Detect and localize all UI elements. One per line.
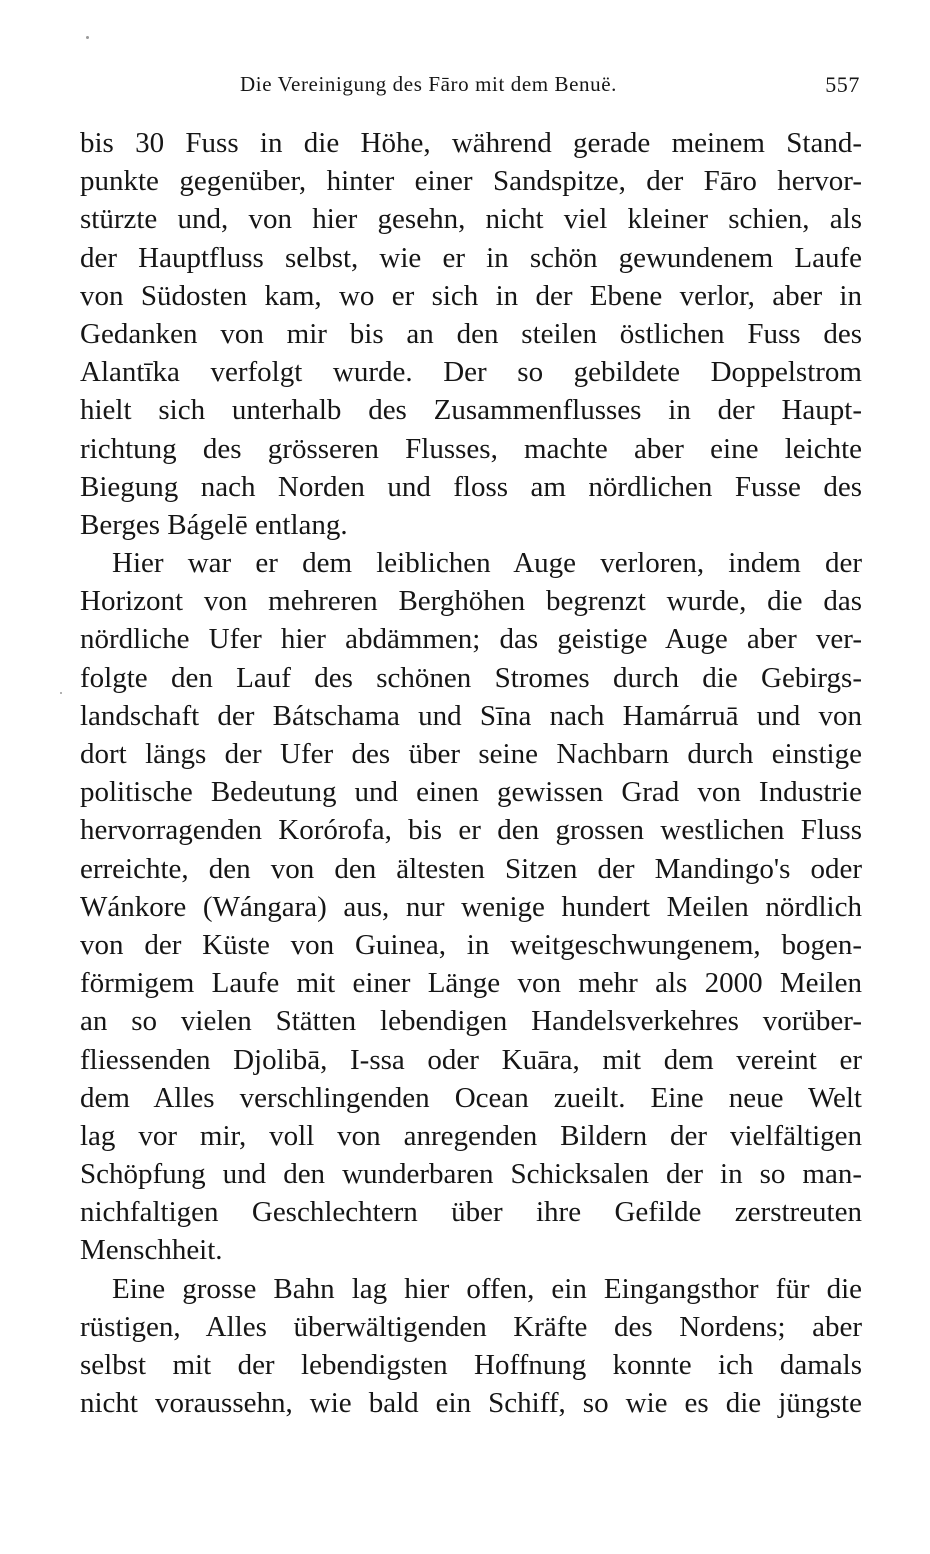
text-line: nichfaltigen Geschlechtern über ihre Gefilde zerstreuten: [80, 1196, 862, 1229]
text-line: fliessenden Djolibā, I-ssa oder Kuāra, mit dem vereint er: [80, 1043, 862, 1076]
text-line: Gedanken von mir bis an den steilen östlichen Fuss des: [80, 317, 862, 350]
text-line: Schöpfung und den wunderbaren Schicksalen der in so man-: [80, 1158, 862, 1191]
text-line: nicht voraussehn, wie bald ein Schiff, so wie es die jüngste: [80, 1387, 862, 1420]
paragraph-first-line: Hier war er dem leiblichen Auge verloren, indem der: [112, 547, 862, 580]
text-line: folgte den Lauf des schönen Stromes durch die Gebirgs-: [80, 661, 862, 694]
body-text: [80, 124, 862, 1422]
page-number: 557: [825, 72, 860, 97]
text-line: rüstigen, Alles überwältigenden Kräfte des Nordens; aber: [80, 1310, 862, 1343]
text-line: dort längs der Ufer des über seine Nachbarn durch einstige: [80, 738, 862, 770]
text-line: hielt sich unterhalb des Zusammenflusses in der Haupt-: [80, 394, 862, 427]
text-line: selbst mit der lebendigsten Hoffnung konnte ich damals: [80, 1349, 862, 1381]
text-line: der Hauptfluss selbst, wie er in schön gewundenem Laufe: [80, 241, 862, 274]
text-line: nördliche Ufer hier abdämmen; das geistige Auge aber ver-: [80, 623, 862, 656]
text-line: punkte gegenüber, hinter einer Sandspitze, der Fāro hervor-: [80, 165, 862, 198]
text-line: hervorragenden Korórofa, bis er den grossen westlichen Fluss: [80, 814, 862, 847]
paragraph-first-line: Eine grosse Bahn lag hier offen, ein Eingangsthor für die: [112, 1272, 862, 1305]
text-line: lag vor mir, voll von anregenden Bildern der vielfältigen: [80, 1119, 862, 1152]
text-line: von der Küste von Guinea, in weitgeschwungenem, bogen-: [80, 928, 862, 961]
text-line: politische Bedeutung und einen gewissen Grad von Industrie: [80, 776, 862, 809]
text-line: förmigem Laufe mit einer Länge von mehr als 2000 Meilen: [80, 967, 862, 1000]
text-line: landschaft der Bátschama und Sīna nach Hamárruā und von: [80, 699, 862, 732]
scan-speck: [86, 36, 89, 39]
text-line: bis 30 Fuss in die Höhe, während gerade meinem Stand-: [80, 127, 862, 159]
text-line: Alantīka verfolgt wurde. Der so gebildete Doppelstrom: [80, 356, 862, 389]
text-line: stürzte und, von hier gesehn, nicht viel kleiner schien, als: [80, 203, 862, 236]
scan-speck: [60, 692, 62, 694]
text-line: richtung des grösseren Flusses, machte aber eine leichte: [80, 432, 862, 465]
text-line: dem Alles verschlingenden Ocean zueilt. Eine neue Welt: [80, 1081, 862, 1114]
text-line: Biegung nach Norden und floss am nördlichen Fusse des: [80, 470, 862, 503]
text-line: erreichte, den von den ältesten Sitzen der Mandingo's oder: [80, 852, 862, 885]
text-line: Menschheit.: [80, 1234, 223, 1267]
running-header: [80, 72, 860, 104]
text-line: Berges Bágelē entlang.: [80, 508, 348, 541]
running-title: Die Vereinigung des Fāro mit dem Benuë.: [240, 72, 618, 96]
text-line: von Südosten kam, wo er sich in der Ebene verlor, aber in: [80, 279, 862, 312]
text-line: an so vielen Stätten lebendigen Handelsverkehres vorüber-: [80, 1005, 862, 1038]
text-line: Horizont von mehreren Berghöhen begrenzt wurde, die das: [80, 585, 862, 618]
text-line: Wánkore (Wángara) aus, nur wenige hundert Meilen nördlich: [80, 890, 862, 923]
